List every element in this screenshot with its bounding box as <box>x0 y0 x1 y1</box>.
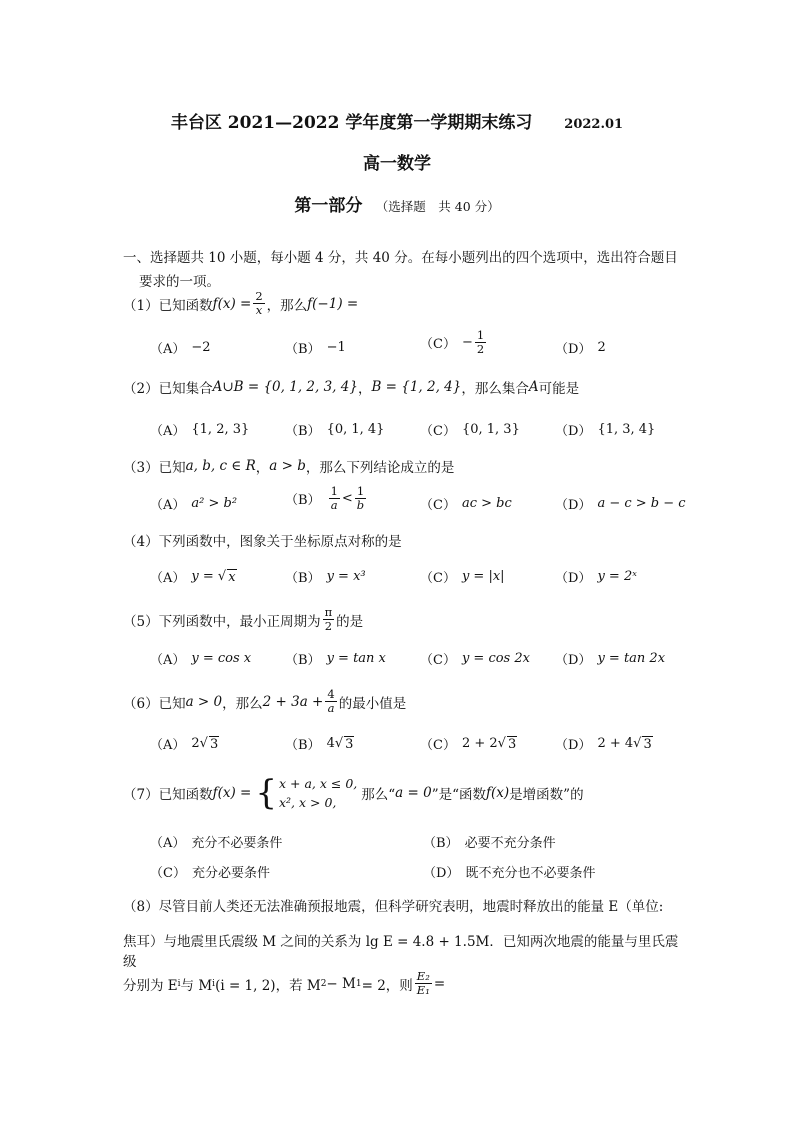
exam-date: 2022.01 <box>564 117 624 132</box>
section-intro-line2: 要求的一项。 <box>139 274 220 290</box>
q1-option-a[interactable]: （A） −2 <box>150 340 211 357</box>
q6-option-c[interactable]: （C） 2 + 2 √ 3 <box>420 736 517 753</box>
q3-condition: a, b, c ∈ R <box>185 458 256 474</box>
q1-frac-num: 2 <box>255 289 263 303</box>
q1-option-d[interactable]: （D） 2 <box>555 340 606 357</box>
exam-title-text: 丰台区 2021—2022 学年度第一学期期末练习 <box>170 113 533 133</box>
q4-option-a[interactable]: （A） y = √ x <box>150 569 236 586</box>
q3-option-d[interactable]: （D） a − c > b − c <box>555 496 686 513</box>
q2-option-a[interactable]: （A） {1, 2, 3} <box>150 422 250 439</box>
q7-piecewise: { x + a, x ≤ 0, x², x > 0, <box>255 773 358 813</box>
question-8-line1: （8）尽管目前人类还无法准确预报地震，但科学研究表明，地震时释放出的能量 E（单位: <box>123 899 664 915</box>
question-6: （6）已知 a > 0 ，那么 2 + 3a + $\frac{4}{a}$ 的最小值是 <box>123 687 407 715</box>
question-8-line3: 分别为 E i 与 M i (i = 1, 2)，若 M 2 − M 1 = 2，则 $\frac{\text{E₂}}{\text{E₁}}$ = <box>123 969 446 997</box>
question-3: （3）已知 a, b, c ∈ R ， a > b ，那么下列结论成立的是 <box>123 458 455 476</box>
part-title: 第一部分 <box>294 196 363 216</box>
q7-option-d[interactable]: （D） 既不充分也不必要条件 <box>423 866 596 881</box>
q6-option-a[interactable]: （A） 2 √ 3 <box>150 736 219 753</box>
part-heading <box>0 191 794 216</box>
q3-option-c[interactable]: （C） ac > bc <box>420 496 512 513</box>
q3-option-b[interactable]: （B） $\frac{1}{a}$ < $\frac{1}{b}$ <box>285 484 365 512</box>
q8-fraction: $\frac{\text{E₂}}{\text{E₁}}$ <box>416 969 430 997</box>
q7-option-c[interactable]: （C） 充分必要条件 <box>150 866 270 881</box>
q5-option-c[interactable]: （C） y = cos 2x <box>420 651 530 668</box>
q1-fx: f(x) = <box>212 295 252 312</box>
q4-option-c[interactable]: （C） y = |x| <box>420 569 505 586</box>
q5-option-b[interactable]: （B） y = tan x <box>285 651 386 668</box>
question-2: （2）已知集合 A∪B = {0, 1, 2, 3, 4} ， B = {1, 2, 4} ，那么集合 A 可能是 <box>123 379 580 397</box>
q1-frac-den: x <box>255 303 263 317</box>
q2-set-b: B = {1, 2, 4} <box>371 379 462 395</box>
part-note: （选择题 共 40 分） <box>375 199 500 214</box>
section-intro <box>123 246 683 294</box>
section-intro-line1: 一、选择题共 10 小题，每小题 4 分，共 40 分。在每小题列出的四个选项中，选出符合题目 <box>123 250 678 266</box>
q2-option-d[interactable]: （D） {1, 3, 4} <box>555 422 656 439</box>
q6-option-b[interactable]: （B） 4 √ 3 <box>285 736 354 753</box>
question-7: （7）已知函数 f(x) = { x + a, x ≤ 0, x², x > 0, 那么“ a = 0 ”是“函数 f(x) 是增函数”的 <box>123 773 584 813</box>
question-5: （5）下列函数中，最小正周期为 $\frac{\pi}{2}$ 的是 <box>123 605 364 633</box>
question-8-line2: 焦耳）与地震里氏震级 M 之间的关系为 lg E = 4.8 + 1.5M．已知两次地震的能量与里氏震级 <box>123 934 679 970</box>
q7-option-b[interactable]: （B） 必要不充分条件 <box>423 836 556 851</box>
q5-option-a[interactable]: （A） y = cos x <box>150 651 252 668</box>
q1-fraction <box>253 290 264 317</box>
q6-option-d[interactable]: （D） 2 + 4 √ 3 <box>555 736 652 753</box>
q1-mid: ，那么 <box>266 297 308 314</box>
question-1 <box>123 290 358 317</box>
q4-option-b[interactable]: （B） y = x³ <box>285 569 366 586</box>
q2-option-b[interactable]: （B） {0, 1, 4} <box>285 422 385 439</box>
q1-option-c[interactable]: （C） − $\frac{1}{2}$ <box>420 328 485 356</box>
exam-title <box>0 108 794 133</box>
exam-subtitle: 高一数学 <box>363 154 431 174</box>
q3-option-a[interactable]: （A） a² > b² <box>150 496 238 513</box>
q2-option-c[interactable]: （C） {0, 1, 3} <box>420 422 520 439</box>
question-4: （4）下列函数中，图象关于坐标原点对称的是 <box>123 534 402 550</box>
q1-option-b[interactable]: （B） −1 <box>285 340 346 357</box>
q6-fraction: $\frac{4}{a}$ <box>327 687 335 715</box>
q2-set-union: A∪B = {0, 1, 2, 3, 4} <box>212 379 358 395</box>
q1-prefix: （1）已知函数 <box>123 297 213 314</box>
q7-option-a[interactable]: （A） 充分不必要条件 <box>150 836 283 851</box>
q4-option-d[interactable]: （D） y = 2ˣ <box>555 569 637 586</box>
q5-fraction: $\frac{\pi}{2}$ <box>324 605 333 633</box>
q1-expr: f(−1) = <box>307 295 359 312</box>
brace-icon: { <box>255 773 277 813</box>
q5-option-d[interactable]: （D） y = tan 2x <box>555 651 666 668</box>
